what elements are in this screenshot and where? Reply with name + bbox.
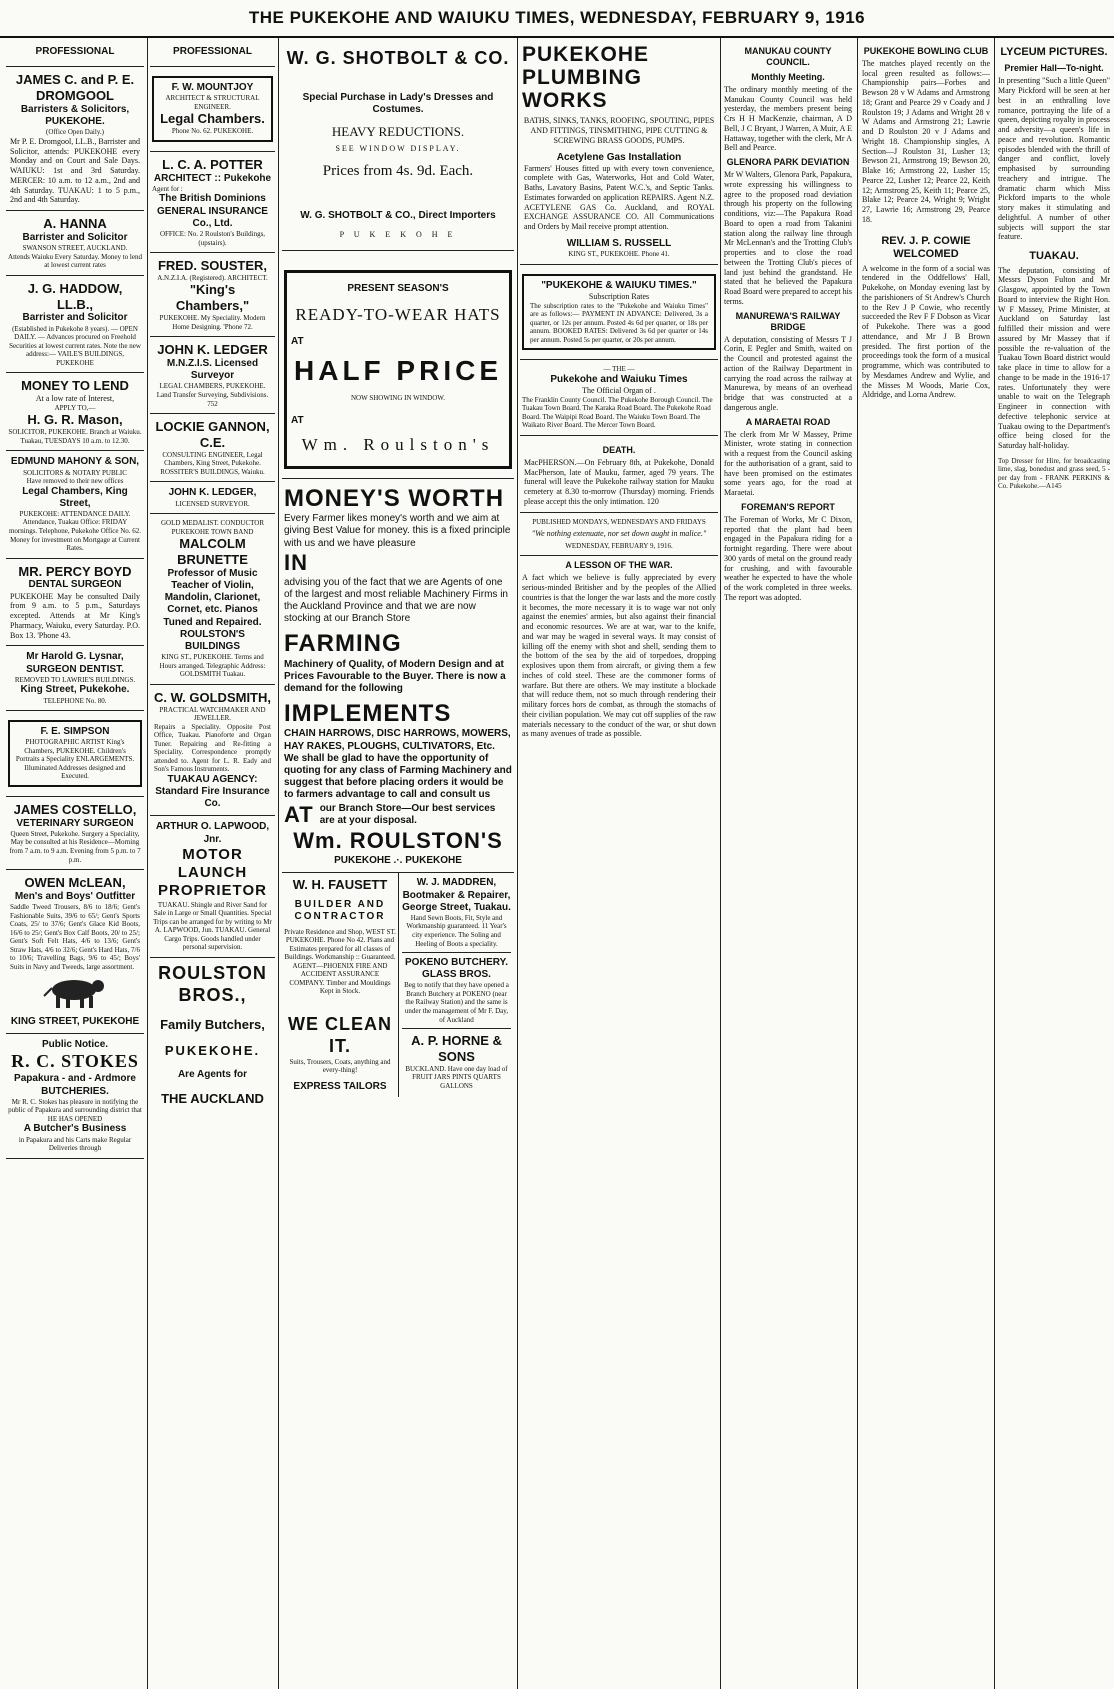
ad-potter: L. C. A. POTTER ARCHITECT :: Pukekohe Agent for : The British Dominions GENERAL INSURANCE Co., Ltd. OFFICE: No. 2 Roulston's Buildings, (upstairs). [150,152,275,253]
column-rule [278,38,279,1689]
masthead-title: THE PUKEKOHE AND WAIUKU TIMES, WEDNESDAY, FEBRUARY 9, 1916 [248,8,866,27]
ad-fausett: W. H. FAUSETT BUILDER AND CONTRACTOR Private Residence and Shop, WEST ST. PUKEKOHE. Phone No 42. Plans and Estimates prepared for all classes of Buildings. Workmanship :: Guaranteed. AGENT—PHOENIX FIRE AND ACCIDENT ASSURANCE COMPANY. Timber and Mouldings Kept in Stock. WE CLEAN IT. Suits, Trousers, Coats, anything and every-thing! EXPRESS TAILORS [282,873,399,1097]
column-rule [857,38,858,1689]
ad-hanna: A. HANNA Barrister and Solicitor SWANSON STREET, AUCKLAND. Attends Waiuku Every Saturday. Money to lend at lowest current rates [6,211,144,276]
ad-mahony: EDMUND MAHONY & SON, SOLICITORS & NOTARY PUBLIC Have removed to their new offices Legal Chambers, King Street, PUKEKOHE: ATTENDANCE DAILY. Attendance, Tuakau Office: FRIDAY mornings. Telephone, Pukekohe Office No. 62. Money for investment on Mortgage at Current Rates. [6,451,144,558]
ad-hats: PRESENT SEASON'S READY-TO-WEAR HATS AT HALF PRICE NOW SHOWING IN WINDOW. AT Wm. Roulston's [282,261,514,479]
editorial-header: PUBLISHED MONDAYS, WEDNESDAYS AND FRIDAYS "We nothing extenuate, nor set down aught in malice." WEDNESDAY, FEBRUARY 9, 1916. [520,513,718,557]
ad-row-bottom [282,873,514,1097]
section-header: PROFESSIONAL [150,38,275,67]
column-rule [147,38,148,1689]
ad-lysnar: Mr Harold G. Lysnar, SURGEON DENTIST. REMOVED TO LAWRIE'S BUILDINGS. King Street, Pukekohe. TELEPHONE No. 80. [6,646,144,711]
column-lyceum: LYCEUM PICTURES. Premier Hall—To-night. In presenting "Such a little Queen" Mary Pickford will be seen at her best in an enthralling love romance, portraying the life of a queen, depicting royalty in process and adversity—a queen's life in peace and revolution. Romantic episodes blended with the thrill of danger and conflict, lovely emphasised by surrounding treachery and intrigue. The dramatic charm which Miss Pickford imparts to the whole story makes it stimulating and delightful. A number of other subjects will support the star feature. TUAKAU. The deputation, consisting of Messrs Dyson Fulton and Mr Glasgow, appointed by the Town Board to interview the Right Hon. W F Massey, Prime Minister, at Auckland on Saturday last fulfilled their mission and were assured by Mr Massey that if possible the re-valuation of the Tuakau Town Board district would take place in time to allow for a change to be made in the 1916-17 rates. Unfortunately they were unable to wait on the Telegraph Engineer in connection with defective telephonic service at Tuakau owing to the Department's office being closed for the Saturday half-holiday. Top Dresser for Hire, for broadcasting lime, slag, bonedust and grass seed, 5 - per day from - FRANK PERKINS & Co. Pukekohe.—A145 [998,46,1110,491]
bull-illustration [40,974,110,1010]
ad-plumbing: PUKEKOHE PLUMBING WORKS BATHS, SINKS, TANKS, ROOFING, SPOUTING, PIPES AND FITTINGS, TINSMITHING, PIPE CUTTING & SCREWING BRASS GOODS, PUMPS. Acetylene Gas Installation Farmers' Houses fitted up with every town convenience, complete with Gas, Waterworks, Hot and Cold Water, Baths, Lavatory Basins, Patent W.C.'s, and Septic Tanks. Estimates forwarded on application REPAIRS. Agent N.Z. ACETYLENE GAS Co. Auckland, and ROYAL EXCHANGE ASSURANCE CO. All Communications and Orders by Mail receive prompt attention. WILLIAM S. RUSSELL KING ST., PUKEKOHE. Phone 41. [520,38,718,265]
ad-horne: A. P. HORNE & SONS BUCKLAND. Have one day load of FRUIT JARS PINTS QUARTS GALLONS [405,1033,508,1090]
ad-costello: JAMES COSTELLO, VETERINARY SURGEON Queen Street, Pukekohe. Surgery a Speciality, May be consulted at his Residence—Morning from 7 a.m. to 9 a.m. Evening from 5 p.m. to 7 p.m. [6,797,144,870]
ad-owen-mclean: OWEN McLEAN, Men's and Boys' Outfitter Saddle Tweed Trousers, 8/6 to 18/6; Gent's Fashionable Suits, 39/6 to 65/; Gent's Sports Coats, 25/ to 37/6; Gent's Glace Kid Boots, 16/6 to 25/; Gent's Box Calf Boots, 20/ to 25/; Gent's Soft Felt Hats, 4/6 to 13/6; Gent's Straw Hats, 4/6 to 32/6; Gent's Hard Hats, 7/6 to 10/6; Travelling Bags, 9/6 to 45/; Boys' Suits in Navy and Tweeds, large assortment. KING STREET, PUKEKOHE [6,870,144,1034]
column-professional-1 [6,38,144,1689]
ad-souster: FRED. SOUSTER, A.N.Z.I.A. (Registered). ARCHITECT. "King's Chambers," PUKEKOHE. My Speciality. Modern Home Designing. 'Phone 72. [150,253,275,337]
ad-goldsmith: C. W. GOLDSMITH, PRACTICAL WATCHMAKER AND JEWELLER. Repairs a Speciality. Opposite Post Office, Tuakau. Pianoforte and Organ Tuner. Repairing and Re-fitting a Speciality. Correspondence promptly attended to. Agent for L. R. Eady and Son's Famous Instruments. TUAKAU AGENCY: Standard Fire Insurance Co. [150,685,275,817]
ad-brunette: GOLD MEDALIST. CONDUCTOR PUKEKOHE TOWN BAND MALCOLM BRUNETTE Professor of Music Teacher of Violin, Mandolin, Clarionet, Cornet, etc. Pianos Tuned and Repaired. ROULSTON'S BUILDINGS KING ST., PUKEKOHE. Terms and Hours arranged. Telegraphic Address: GOLDSMITH Tuakau. [150,514,275,685]
ad-ledger-surveyor: JOHN K. LEDGER, LICENSED SURVEYOR. [150,482,275,514]
ad-haddow: J. G. HADDOW, LL.B., Barrister and Solicitor (Established in Pukekohe 8 years). — OPEN DAILY. — Advances procured on Freehold Securities at lowest current rates. Note the new address:— VAILE'S BUILDINGS, PUKEKOHE [6,276,144,374]
ad-stokes: Public Notice. R. C. STOKES Papakura - and - Ardmore BUTCHERIES. Mr R. C. Stokes has pleasure in notifying the public of Papakura and surrounding district that HE HAS OPENED A Butcher's Business in Papakura and his Carts make Regular Deliveries through [6,1034,144,1158]
ad-shotbolt: W. G. SHOTBOLT & CO. Special Purchase in Lady's Dresses and Costumes. HEAVY REDUCTIONS. SEE WINDOW DISPLAY. Prices from 4s. 9d. Each. W. G. SHOTBOLT & CO., Direct Importers P U K E K O H E [282,38,514,251]
ad-gannon: LOCKIE GANNON, C.E. CONSULTING ENGINEER, Legal Chambers, King Street, Pukekohe. ROSSITER'S BUILDINGS, Waiuku. [150,414,275,482]
column-professional-2 [150,38,275,1689]
ad-percy-boyd: MR. PERCY BOYD DENTAL SURGEON PUKEKOHE May be consulted Daily from 9 a.m. to 5 p.m., Saturdays excepted. Attends at Mr King's Pharmacy, Waiuku, every Saturday. P.O. Box 13. 'Phone 43. [6,559,144,647]
ad-pokeno-butchery: POKENO BUTCHERY. GLASS BROS. Beg to notify that they have opened a Branch Butchery at POKENO (near the Railway Station) and the same is under the management of Mr F. Day, of Auckland [402,953,511,1029]
ad-dromgool: JAMES C. and P. E. DROMGOOL Barristers & Solicitors, PUKEKOHE. (Office Open Daily.) Mr P. E. Dromgool, LL.B., Barrister and Solicitor, attends: PUKEKOHE every Monday and on Court and Sale Days. WAIUKU: 1st and 3rd Saturday. MERCER: 10 a.m. to 12 a.m., 2nd and 4th Saturday. TUAKAU: 1 to 5 p.m., 2nd and 4th Saturday. [6,67,144,211]
column-rule [720,38,721,1689]
ad-money-to-lend: MONEY TO LEND At a low rate of Interest, APPLY TO,— H. G. R. Mason, SOLICITOR, PUKEKOHE. Branch at Waiuku. Tuakau, TUESDAYS 10 a.m. to 12.30. [6,373,144,451]
ad-ledger: JOHN K. LEDGER M.N.Z.I.S. Licensed Surveyor LEGAL CHAMBERS, PUKEKOHE. Land Transfer Surveying, Subdivisions. 752 [150,337,275,414]
ad-maddren: W. J. MADDREN, Bootmaker & Repairer, George Street, Tuakau. Hand Sewn Boots, Fit, Style and Workmanship guaranteed. 11 Year's city experience. The Soling and Heeling of Boots a speciality. [402,877,511,953]
ad-roulston-bros: ROULSTON BROS., Family Butchers, PUKEKOHE. Are Agents for THE AUCKLAND [158,962,267,1106]
ad-lapwood: ARTHUR O. LAPWOOD, Jnr. MOTOR LAUNCH PROPRIETOR TUAKAU. Shingle and River Sand for Sale in Large or Small Quantities. Special Trips can be arranged for by writing to Mr A. LAPWOOD, Jun. TUAKAU. General Cargo Trips. Goods handled under personal supervision. [150,816,275,957]
column-bowling: PUKEKOHE BOWLING CLUB The matches played recently on the local green resulted as follows:— Championship pairs—Forbes and Bewson 28 v W Adams and Armstrong 18; Grant and Pearce 29 v Coady and J Roulston 19; J Adams and Wright 28 v W Adams and Armstrong 21; Lawrie and D Roulston 20 v J Adams and Wright 18. Championship singles, A Section—J Roulston 31, Lusher 13; Bewson 21, Armstrong 19; Bewson 20, Blake 16; Armstrong 22, Lusher 15; Pearce 22, Lusher 12; Pearce 22, Keith 12; Armstrong 25, Keith 11; Pearce 25, Blake 12; Pearce 24, Wright 9; Wright 27, Lawrie 16; Armstrong 29, Pearce 18. REV. J. P. COWIE WELCOMED A welcome in the form of a social was tendered in the Oddfellows' Hall, Pukekohe, on Monday evening last by the parishioners of St Andrew's Church to the Rev J P Cowie, who recently succeeded the Rev F F Dobson as Vicar of Pukekohe. There was a good attendance, and Mr J B Brown presided. The first portion of the proceedings took the form of a musical programme, which was contributed to by Mesdames Andrew and Wylie, and the Misses M Woods, Marie Cox, Aldridge, and Lorna Andrew. [862,46,990,400]
death-notice: DEATH. MacPHERSON.—On February 8th, at Pukekohe, Donald MacPherson, late of Mauku, farmer, aged 79 years. The funeral will leave the Pukekohe railway station for Mauku cemetery at 8.30 to-morrow (Thursday) morning. Friends please accept this the only intimation. 120 [520,436,718,513]
section-header: PROFESSIONAL [6,38,144,67]
column-advertisements [282,38,514,1689]
subscription-rates: "PUKEKOHE & WAIUKU TIMES." Subscription Rates The subscription rates to the "Pukekohe and Waiuku Times" are as follows:— PAYMENT IN ADVANCE: Delivered, 3s a quarter, or 12s per annum. Posted 4s 6d per quarter, or 18s per annum. BOOKED RATES: Delivered 3s 6d per quarter or 14s per annum. Posted 5s per quarter, or 20s per annum. [520,265,718,361]
column-editorial [520,38,718,1689]
article-lesson-of-war: A LESSON OF THE WAR. A fact which we believe is fully appreciated by every serious-minded Britisher and by the peoples of the Allied countries is that the longer the war lasts and the more costly it becomes, the more necessary it is to wage war not only against the enemies' armies, but also against their financial and economic resources. We are at war, war to the knife, and war may be waged in several ways. It may consist of killing off the enemy with shot and shell, sending them to the bottom of the sea by the aid of torpedoes, dropping explosives upon them from aircraft, or giving them a few inches of cold steel. These are the commoner forms of warfare. But there are others. We may institute a blockade that will reduce them, not so much through rendering their military forces hors de combat, as through the stomachs of their civilian population. We may cut off supplies of the raw materials necessary to the conduct of the war, or shut down as many avenues of trade as possible. [522,560,716,739]
column-rule [994,38,995,1689]
column-county-council: MANUKAU COUNTY COUNCIL. Monthly Meeting. The ordinary monthly meeting of the Manukau County Council was held yesterday, the members present being Crs H H MacKenzie, chairman, A D Bell, J C Bryant, J Warren, A Muir, A E Hattaway, together with the clerk, Mr A Bell and Pearce. GLENORA PARK DEVIATION Mr W Walters, Glenora Park, Papakura, wrote expressing his willingness to agree to the proposed road deviation through his property on the following conditions, viz:—The Papakura Road Board to open a road from Takanini station along the railway line through Mr McLennan's and the Trotting Club's properties and to close the road between the Trotting Club's pieces of land just behind the grandstand. He stated that he believed the Papakura Road Board were prepared to accept his terms. MANUREWA'S RAILWAY BRIDGE A deputation, consisting of Messrs T J Corin, E Pegler and Smith, waited on the Council and protested against the action of the Railway Department in carrying the road across the railway at Manurewa, by means of an overhead bridge that was constructed at a dangerous angle. A MARAETAI ROAD The clerk from Mr W Massey, Prime Minister, wrote stating in connection with a request from the Council asking for the authorisation of a grant, said to have been promised on the estimates some years ago, for the road at Maraetai. FOREMAN'S REPORT The Foreman of Works, Mr C Dixon, reported that the plant had been engaged in the Papakura riding for a fortnight regarding. There were about 300 yards of metal on the ground ready for crushing, and with favourable weather he expected to have the whole of the work completed in three weeks. The report was adopted. [724,46,852,602]
ad-mountjoy: F. W. MOUNTJOY ARCHITECT & STRUCTURAL ENGINEER. Legal Chambers. Phone No. 62. PUKEKOHE. [150,67,275,152]
masthead [0,0,1114,38]
column-rule [517,38,518,1689]
ad-moneys-worth: MONEY'S WORTH Every Farmer likes money's worth and we aim at giving Best Value for money. this is a fixed principle with us and we have pleasure IN advising you of the fact that we are Agents of one of the largest and most reliable Machinery Firms in the Auckland Province and that we are now stocking at our Branch Store FARMING Machinery of Quality, of Modern Design and at Prices Favourable to the Buyer. There is now a demand for the following IMPLEMENTS CHAIN HARROWS, DISC HARROWS, MOWERS, HAY RAKES, PLOUGHS, CULTIVATORS, Etc. We shall be glad to have the opportunity of quoting for any class of Farming Machinery and suggest that before placing orders it would be to farmers advantage to call and consult us AT our Branch Store—Our best services are at your disposal. Wm. ROULSTON'S PUKEKOHE .·. PUKEKOHE [282,479,514,873]
official-organ: — THE — Pukekohe and Waiuku Times The Official Organ of . The Franklin County Council. The Pukekohe Borough Council. The Tuakau Town Board. The Karaka Road Board. The Pukekohe Road Board. The Waipipi Road Board. The Waiuku Town Board. The Waikato River Board. The Mercer Town Board. [520,360,718,436]
ad-simpson: F. E. SIMPSON PHOTOGRAPHIC ARTIST King's Chambers, PUKEKOHE. Children's Portraits a Speciality ENLARGEMENTS. Illuminated Addresses designed and Executed. [6,711,144,797]
